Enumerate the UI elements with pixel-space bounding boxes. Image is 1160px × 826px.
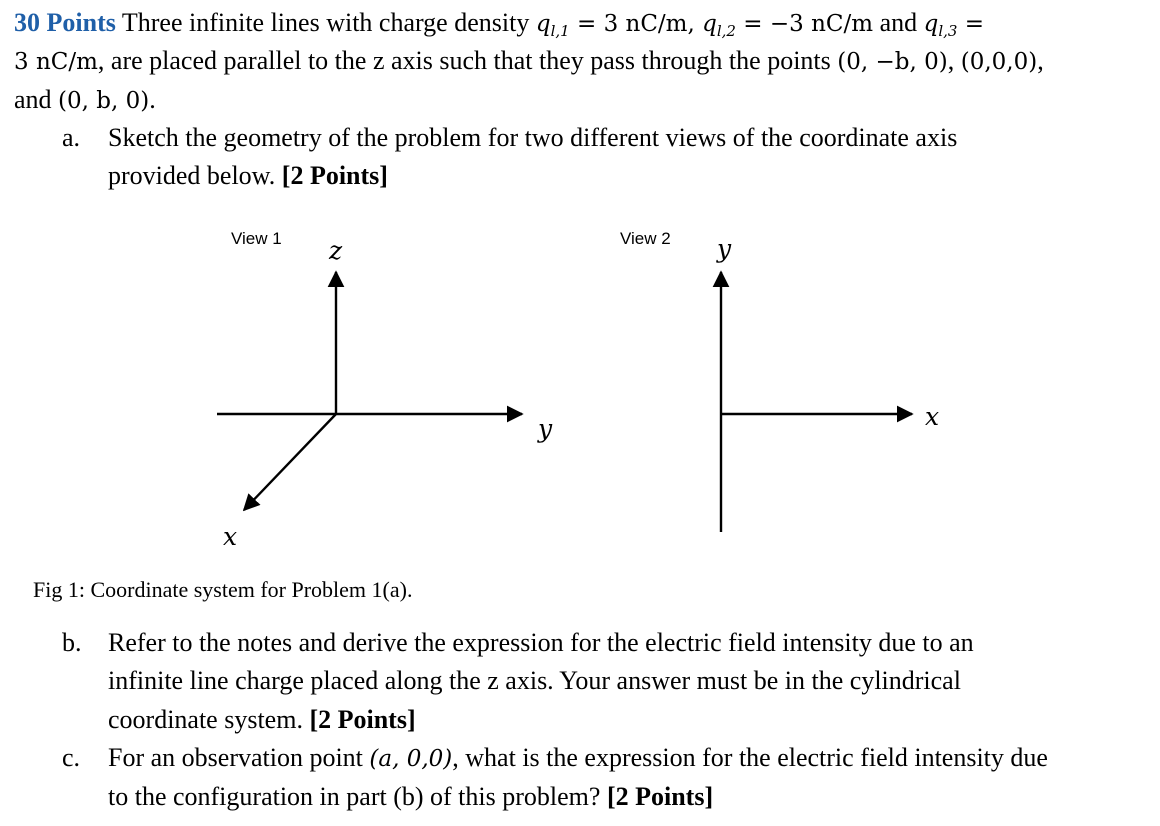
intro-text: Three infinite lines with charge density	[121, 8, 530, 37]
view-2-label: View 2	[620, 229, 671, 248]
part-c-points: [2 Points]	[606, 782, 714, 811]
part-b-line-3	[108, 701, 416, 739]
charge-symbol-2: q	[702, 11, 717, 37]
point-1: (0, −b, 0)	[837, 49, 948, 75]
part-c-letter: c.	[62, 743, 81, 772]
view1-x-axis	[244, 414, 336, 510]
part-c-line-2	[108, 778, 713, 816]
part-b-line-2: infinite line charge placed along the z axis. Your answer must be in the cylindrical	[108, 666, 961, 695]
view1-y-label: y	[538, 414, 553, 443]
point-2: (0,0,0)	[960, 49, 1038, 75]
view2-x-label: x	[925, 402, 940, 431]
comma-text: ,	[947, 46, 961, 75]
part-b-line-1: Refer to the notes and derive the expression for the electric field intensity due to an	[108, 628, 974, 657]
view1-x-label: x	[223, 522, 238, 551]
part-c-text-b: , what is the expression for the electric field intensity due	[452, 743, 1048, 772]
part-a-text: provided below.	[108, 161, 282, 190]
charge-value-2: = −3 nC/m	[735, 11, 874, 37]
charge-value-3: 3 nC/m	[14, 49, 98, 75]
part-a-points: [2 Points]	[281, 161, 388, 190]
charge-subscript-2: l,2	[716, 22, 736, 40]
charge-subscript-3: l,3	[938, 22, 958, 40]
view-1-label: View 1	[231, 229, 282, 248]
points-label: 30 Points	[14, 8, 116, 37]
and-text: and	[873, 8, 924, 37]
view1-z-label: z	[329, 236, 343, 265]
part-b-points: [2 Points]	[309, 705, 416, 734]
part-c-text-a: For an observation point	[108, 743, 370, 772]
placement-text: , are placed parallel to the z axis such that they pass through the points	[97, 46, 838, 75]
charge-subscript-1: l,1	[550, 22, 570, 40]
part-c-line-1	[108, 739, 1048, 778]
charge-value-1: = 3 nC/m,	[569, 11, 703, 37]
point-3: (0, b, 0)	[58, 88, 150, 114]
part-a-letter: a.	[62, 123, 81, 152]
view2-y-label: y	[717, 234, 732, 263]
charge-symbol-3: q	[923, 11, 939, 37]
part-b-text: coordinate system.	[108, 705, 310, 734]
figure-caption: Fig 1: Coordinate system for Problem 1(a).	[33, 577, 413, 602]
charge-symbol-1: q	[535, 11, 551, 37]
comma-text-2: ,	[1037, 46, 1044, 75]
period: .	[149, 85, 156, 114]
part-c-text-2: to the configuration in part (b) of this problem?	[108, 782, 607, 811]
observation-point: (a, 0,0)	[369, 746, 453, 772]
part-b-letter: b.	[62, 628, 82, 657]
part-a-line-1: Sketch the geometry of the problem for two different views of the coordinate axis	[108, 123, 958, 152]
charge-equals-3: =	[957, 11, 985, 37]
and-word: and	[14, 85, 59, 114]
